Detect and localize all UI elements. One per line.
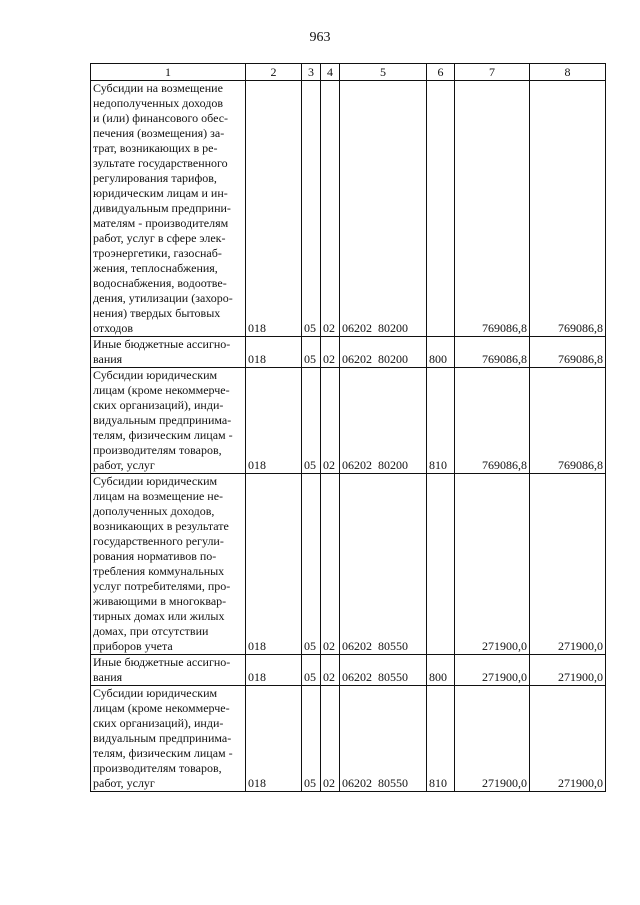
table-row bbox=[91, 368, 606, 474]
target-article-code: 06202 80550 bbox=[340, 686, 427, 792]
desc-line: телям, физическим лицам - bbox=[93, 428, 233, 442]
subsection-code: 02 bbox=[321, 81, 340, 337]
desc-line: нения) твердых бытовых bbox=[93, 306, 221, 320]
desc-line: лицам (кроме некоммерче- bbox=[93, 383, 230, 397]
section-code: 05 bbox=[302, 655, 321, 686]
subsection-code: 02 bbox=[321, 368, 340, 474]
desc-line: тирных домах или жилых bbox=[93, 609, 225, 623]
ministry-code: 018 bbox=[246, 81, 302, 337]
section-code: 05 bbox=[302, 474, 321, 655]
section-code: 05 bbox=[302, 686, 321, 792]
desc-line: домах, при отсутствии bbox=[93, 624, 209, 638]
desc-line: юридическим лицам и ин- bbox=[93, 186, 228, 200]
subsection-code: 02 bbox=[321, 686, 340, 792]
desc-line: живающими в многоквар- bbox=[93, 594, 227, 608]
desc-line: печения (возмещения) за- bbox=[93, 126, 225, 140]
expense-type-code bbox=[427, 81, 455, 337]
amount-value: 769086,8 bbox=[530, 368, 606, 474]
amount-value: 271900,0 bbox=[530, 474, 606, 655]
desc-line: дивидуальным предприни- bbox=[93, 201, 231, 215]
col-header: 1 bbox=[91, 64, 246, 81]
amount-value: 769086,8 bbox=[530, 81, 606, 337]
section-code: 05 bbox=[302, 81, 321, 337]
desc-line: видуальным предпринима- bbox=[93, 413, 232, 427]
desc-line: приборов учета bbox=[93, 639, 173, 653]
desc-line: жения, теплоснабжения, bbox=[93, 261, 218, 275]
desc-line: возникающих в результате bbox=[93, 519, 229, 533]
page-number: 963 bbox=[309, 30, 331, 45]
row-description bbox=[91, 655, 246, 686]
table-row bbox=[91, 337, 606, 368]
desc-line: видуальным предпринима- bbox=[93, 731, 232, 745]
desc-line: рования нормативов по- bbox=[93, 549, 217, 563]
desc-line: Иные бюджетные ассигно- bbox=[93, 655, 231, 669]
amount-value: 271900,0 bbox=[455, 655, 530, 686]
subsection-code: 02 bbox=[321, 474, 340, 655]
col-header: 4 bbox=[321, 64, 340, 81]
section-code: 05 bbox=[302, 337, 321, 368]
desc-line: телям, физическим лицам - bbox=[93, 746, 233, 760]
expense-type-code: 800 bbox=[427, 337, 455, 368]
col-header: 8 bbox=[530, 64, 606, 81]
amount-value: 271900,0 bbox=[530, 686, 606, 792]
header-row bbox=[91, 64, 606, 81]
amount-value: 769086,8 bbox=[530, 337, 606, 368]
desc-line: производителям товаров, bbox=[93, 443, 222, 457]
amount-value: 769086,8 bbox=[455, 81, 530, 337]
desc-line: дополученных доходов, bbox=[93, 504, 215, 518]
target-article-code: 06202 80550 bbox=[340, 474, 427, 655]
section-code: 05 bbox=[302, 368, 321, 474]
expense-type-code: 810 bbox=[427, 368, 455, 474]
desc-line: Субсидии юридическим bbox=[93, 368, 218, 382]
ministry-code: 018 bbox=[246, 686, 302, 792]
row-description bbox=[91, 474, 246, 655]
ministry-code: 018 bbox=[246, 655, 302, 686]
amount-value: 769086,8 bbox=[455, 368, 530, 474]
row-description bbox=[91, 337, 246, 368]
col-header: 5 bbox=[340, 64, 427, 81]
desc-line: требления коммунальных bbox=[93, 564, 225, 578]
subsection-code: 02 bbox=[321, 655, 340, 686]
table-row bbox=[91, 686, 606, 792]
row-description bbox=[91, 368, 246, 474]
desc-line: водоснабжения, водоотве- bbox=[93, 276, 227, 290]
amount-value: 271900,0 bbox=[530, 655, 606, 686]
desc-line: Субсидии юридическим bbox=[93, 474, 218, 488]
ministry-code: 018 bbox=[246, 474, 302, 655]
amount-value: 271900,0 bbox=[455, 686, 530, 792]
col-header: 2 bbox=[246, 64, 302, 81]
expense-type-code: 800 bbox=[427, 655, 455, 686]
desc-line: мателям - производителям bbox=[93, 216, 229, 230]
desc-line: услуг потребителями, про- bbox=[93, 579, 231, 593]
col-header: 7 bbox=[455, 64, 530, 81]
desc-line: вания bbox=[93, 670, 123, 684]
ministry-code: 018 bbox=[246, 368, 302, 474]
desc-line: лицам на возмещение не- bbox=[93, 489, 224, 503]
desc-line: дения, утилизации (захоро- bbox=[93, 291, 233, 305]
target-article-code: 06202 80200 bbox=[340, 81, 427, 337]
desc-line: работ, услуг bbox=[93, 458, 155, 472]
table-row bbox=[91, 474, 606, 655]
desc-line: регулирования тарифов, bbox=[93, 171, 217, 185]
desc-line: лицам (кроме некоммерче- bbox=[93, 701, 230, 715]
desc-line: работ, услуг bbox=[93, 776, 155, 790]
desc-line: и (или) финансового обес- bbox=[93, 111, 229, 125]
desc-line: вания bbox=[93, 352, 123, 366]
expense-type-code bbox=[427, 474, 455, 655]
desc-line: троэнергетики, газоснаб- bbox=[93, 246, 222, 260]
target-article-code: 06202 80200 bbox=[340, 368, 427, 474]
subsection-code: 02 bbox=[321, 337, 340, 368]
table-row bbox=[91, 655, 606, 686]
desc-line: государственного регули- bbox=[93, 534, 224, 548]
expense-type-code: 810 bbox=[427, 686, 455, 792]
desc-line: зультате государственного bbox=[93, 156, 228, 170]
desc-line: Субсидии юридическим bbox=[93, 686, 218, 700]
desc-line: производителям товаров, bbox=[93, 761, 222, 775]
ministry-code: 018 bbox=[246, 337, 302, 368]
target-article-code: 06202 80200 bbox=[340, 337, 427, 368]
row-description bbox=[91, 81, 246, 337]
desc-line: недополученных доходов bbox=[93, 96, 223, 110]
desc-line: Субсидии на возмещение bbox=[93, 81, 223, 95]
col-header: 6 bbox=[427, 64, 455, 81]
budget-table bbox=[90, 63, 606, 792]
target-article-code: 06202 80550 bbox=[340, 655, 427, 686]
row-description bbox=[91, 686, 246, 792]
desc-line: ских организаций), инди- bbox=[93, 398, 224, 412]
amount-value: 769086,8 bbox=[455, 337, 530, 368]
col-header: 3 bbox=[302, 64, 321, 81]
amount-value: 271900,0 bbox=[455, 474, 530, 655]
desc-line: отходов bbox=[93, 321, 134, 335]
desc-line: трат, возникающих в ре- bbox=[93, 141, 218, 155]
desc-line: Иные бюджетные ассигно- bbox=[93, 337, 231, 351]
table-row bbox=[91, 81, 606, 337]
desc-line: ских организаций), инди- bbox=[93, 716, 224, 730]
desc-line: работ, услуг в сфере элек- bbox=[93, 231, 226, 245]
